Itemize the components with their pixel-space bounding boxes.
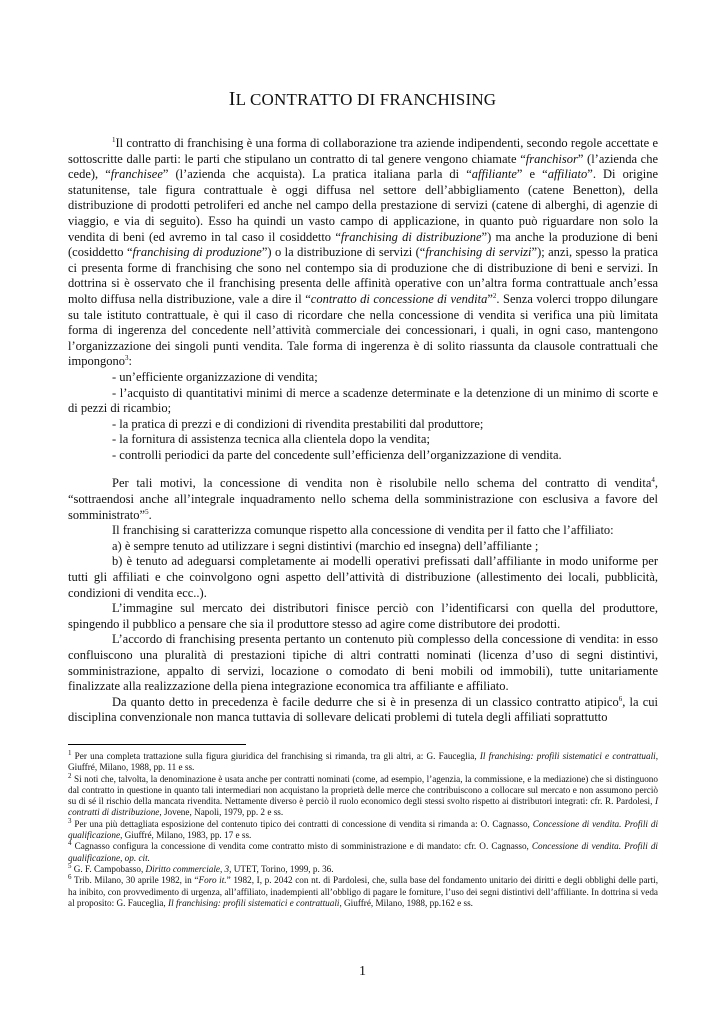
list-item: - la fornitura di assistenza tecnica alla clientela dopo la vendita;: [112, 432, 430, 447]
list-item: - controlli periodici da parte del concedente sull’efficienza dell’organizzazione di vendita.: [112, 447, 562, 462]
paragraph: b) è tenuto ad adeguarsi completamente ai modelli operativi prefissati dall’affiliante in modo uniforme per tutti gli affiliati e che coinvolgono ogni aspetto dell’attività di distribuzione (allestimento dei locali, pubblicità, condizioni di vendita ecc..).: [68, 554, 658, 600]
body-text: [68, 136, 658, 726]
footnote: $^4$ Cagnasso configura la concessione di vendita come contratto misto di somministrazione e di mandato: cfr. O. Cagnasso, Concessione di vendita. Profili di qualificazione, op. cit.: [68, 839, 658, 863]
footnote: $^3$ Per una più dettagliata esposizione del contenuto tipico dei contratti di concessione di vendita si rimanda a: O. Cagnasso, Concessione di vendita. Profili di qualificazione, Giuffré, Milano, 1983, pp. 17 e ss.: [68, 816, 658, 841]
title-initial: I: [228, 88, 236, 110]
footnotes: [68, 744, 658, 909]
footnote: $^5$ G. F. Campobasso, Diritto commerciale, 3, UTET, Torino, 1999, p. 36.: [68, 861, 334, 874]
paragraph-gap: [68, 463, 658, 476]
paragraph: Il franchising si caratterizza comunque rispetto alla concessione di vendita per il fatto che l’affiliato:: [112, 523, 614, 538]
paragraph: L’immagine sul mercato dei distributori finisce perciò con l’identificarsi con quella del produttore, spingendo il pubblico a pensare che sia il produttore stesso ad agire come distributore dei prodotti.: [68, 601, 658, 631]
footnote: $^2$ Si noti che, talvolta, la denominazione è usata anche per contratti nominati (come, ad esempio, l’agenzia, la commissione, e la mediazione) che si distinguono dal contratto in questione in quanto tali intermediari non acquistano la proprietà delle merce che contribuiscono a collocare sul mercato e non assumono perciò su di sé il rischio della mancata rivendita. Nettamente diverso è perciò il ruolo economico degli stessi svolto rispetto ai distributori integrati: cfr. R. Pardolesi, I contratti di distribuzione, Jovene, Napoli, 1979, pp. 2 e ss.: [68, 771, 658, 818]
footnote-separator: [68, 744, 246, 745]
footnote: $^6$ Trib. Milano, 30 aprile 1982, in “Foro it.” 1982, I, p. 2042 con nt. di Pardolesi, che, sulla base del fondamento unitario dei diritti e degli obblighi delle parti, ha inibito, con provvedimento di urgenza, all’affiliato, inadempienti all’obbligo di pagare le forniture, l’uso dei segni distintivi dell’affiliante. In dottrina si veda al proposito: G. Fauceglia, Il franchising: profili sistematici e contrattuali, Giuffré, Milano, 1988, pp.162 e ss.: [68, 873, 659, 908]
footnote: $^1$ Per una completa trattazione sulla figura giuridica del franchising si rimanda, tra gli altri, a: G. Fauceglia, Il franchising: profili sistematici e contrattuali, Giuffré, Milano, 1988, pp. 11 e ss.: [68, 748, 658, 773]
paragraph: $^1$Il contratto di franchising è una forma di collaborazione tra aziende indipendenti, secondo regole accettate e sottoscritte dalle parti: le parti che stipulano un contratto di tal genere vengono chiamate “franchisor” (l’azienda che cede), “franchisee” (l’azienda che acquista). La pratica italiana parla di “affiliante” e “affiliato”. Di origine statunitense, tale figura contrattuale è oggi diffusa nel settore dell’abbigliamento (catene Benetton), della distribuzione di prodotti petroliferi ed anche nel campo della prestazione di servizi (catene di alberghi, di agenzie di viaggio, e via di seguito). Esso ha quindi un vasto campo di applicazione, in quanto può riguardare non solo la vendita di beni (ed avremo in tal caso il cosiddetto “franchising di distribuzione”) ma anche la produzione di beni (cosiddetto “franchising di produzione”) o la distribuzione di servizi (“franchising di servizi”); anzi, spesso la pratica ci presenta forme di franchising che sono nel contempo sia di produzione che di distribuzione di beni e servizi. In dottrina si è osservato che il franchising presenta delle affinità operative con un’altra forma contrattuale anch’essa molto diffusa nella distribuzione, vale a dire il “contratto di concessione di vendita”$^2$. Senza volerci troppo dilungare su tale istituto contrattuale, è qui il caso di ricordare che nella concessione di vendita si verifica una più limitata forma di ingerenza del concedente nell’attività commerciale dei concessionari, i quali, in ogni caso, mantengono l’organizzazione dei singoli punti vendita. Tale forma di ingerenza è di solito riassunta da clausole contrattuali che impongono$^3$:: [68, 135, 659, 369]
list-item: - la pratica di prezzi e di condizioni di rivendita prestabiliti dal produttore;: [112, 416, 484, 431]
footnote-list: [68, 748, 659, 909]
page-number: 1: [359, 964, 366, 979]
paragraph: a) è sempre tenuto ad utilizzare i segni distintivi (marchio ed insegna) dell’affiliante ;: [112, 538, 539, 553]
page-title: [0, 88, 725, 111]
title-rest: L CONTRATTO DI FRANCHISING: [235, 90, 497, 109]
paragraph: Da quanto detto in precedenza è facile dedurre che si è in presenza di un classico contratto atipico$^6$, la cui disciplina convenzionale non manca tuttavia di sollevare delicati problemi di tutela degli affiliati soprattutto: [68, 694, 658, 725]
paragraph: Per tali motivi, la concessione di vendita non è risolubile nello schema del contratto di vendita$^4$, “sottraendosi anche all’integrale inquadramento nello schema della somministrazione con esclusiva a favore del somministrato”$^5$.: [68, 476, 658, 522]
list-item: - l’acquisto di quantitativi minimi di merce a scadenze determinate e la detenzione di un minimo di scorte e di pezzi di ricambio;: [68, 385, 658, 416]
list-item: - un’efficiente organizzazione di vendita;: [112, 369, 318, 384]
paragraph: L’accordo di franchising presenta pertanto un contenuto più complesso della concessione di vendita: in esso confluiscono una pluralità di prestazioni tipiche di altri contratti nominati (licenza d’uso di segni distintivi, somministrazione, appalto di servizi, locazione o comodato di beni mobili od immobili), tutte unitariamente finalizzate alla realizzazione della piena integrazione economica tra affiliante e affiliato.: [68, 632, 658, 694]
